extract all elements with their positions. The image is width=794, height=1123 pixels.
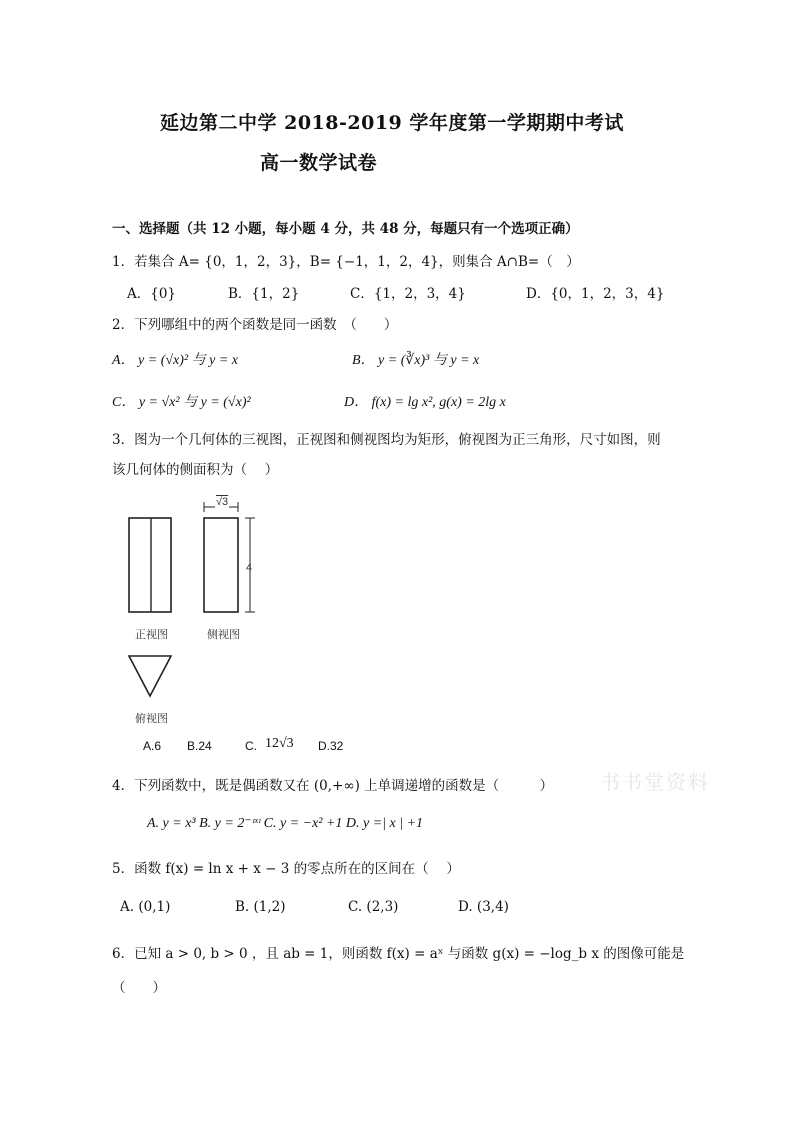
question-4-text: 4．下列函数中，既是偶函数又在 (0,+∞) 上单调递增的函数是（ ） [112,778,554,794]
top-view [129,656,171,696]
watermark: 书书堂资料 [600,770,710,794]
q3-option-c-value: 12√3 [265,736,294,751]
front-view-label: 正视图 [135,629,168,641]
question-2-text: 2．下列哪组中的两个函数是同一函数 （ ） [112,317,398,333]
side-view [204,502,255,612]
top-view-label: 俯视图 [135,713,168,725]
q5-option-d: D. (3,4) [458,899,509,915]
front-view [129,518,171,612]
question-3-line-2: 该几何体的侧面积为（ ） [112,462,279,478]
q3-option-d: D.32 [318,739,344,753]
q2-option-d: D． f(x) = lg x², g(x) = 2lg x [344,395,506,410]
q2-option-b: B． y = (∛x)³ 与 y = x [352,353,480,368]
q5-option-b: B. (1,2) [235,899,286,915]
q2-option-c: C． y = √x² 与 y = (√x)² [112,395,251,410]
q1-option-d: D．{0，1，2，3，4} [526,286,665,302]
section-heading: 一、选择题（共 12 小题，每小题 4 分，共 48 分，每题只有一个选项正确） [112,221,579,237]
q4-options: A. y = x³ B. y = 2⁻ᶦˣᶦ C. y = −x² +1 D. y =| x | +1 [147,816,424,831]
q3-option-c: C. [245,739,257,753]
q1-option-a: A．{0} [127,286,177,302]
three-view-figure [120,490,280,730]
exam-title: 延边第二中学 2018-2019 学年度第一学期期中考试 [160,112,624,134]
question-3-line-1: 3．图为一个几何体的三视图，正视图和侧视图均为矩形，俯视图为正三角形，尺寸如图，则 [112,432,661,448]
question-6-line-2: （ ） [112,980,166,996]
q5-option-c: C. (2,3) [348,899,399,915]
q1-option-c: C．{1，2，3，4} [350,286,466,302]
q3-option-a: A.6 [143,739,162,753]
q1-option-b: B．{1，2} [228,286,300,302]
exam-subtitle: 高一数学试卷 [260,152,378,174]
question-6-line-1: 6．已知 a > 0, b > 0 ，且 ab = 1，则函数 f(x) = aˣ 与函数 g(x) = −log_b x 的图像可能是 [112,946,685,962]
question-5-text: 5．函数 f(x) = ln x + x − 3 的零点所在的区间在（ ） [112,861,460,877]
q5-option-a: A. (0,1) [120,899,171,915]
q2-option-a: A． y = (√x)² 与 y = x [112,353,239,368]
question-1-text: 1．若集合 A= {0，1，2，3}，B= {−1，1，2，4}，则集合 A∩B=（ ） [112,254,580,270]
side-view-label: 侧视图 [207,629,240,641]
height-dimension-label: 4 [246,562,253,574]
q3-option-b: B.24 [187,739,212,753]
width-dimension-label: √3 [216,496,229,508]
